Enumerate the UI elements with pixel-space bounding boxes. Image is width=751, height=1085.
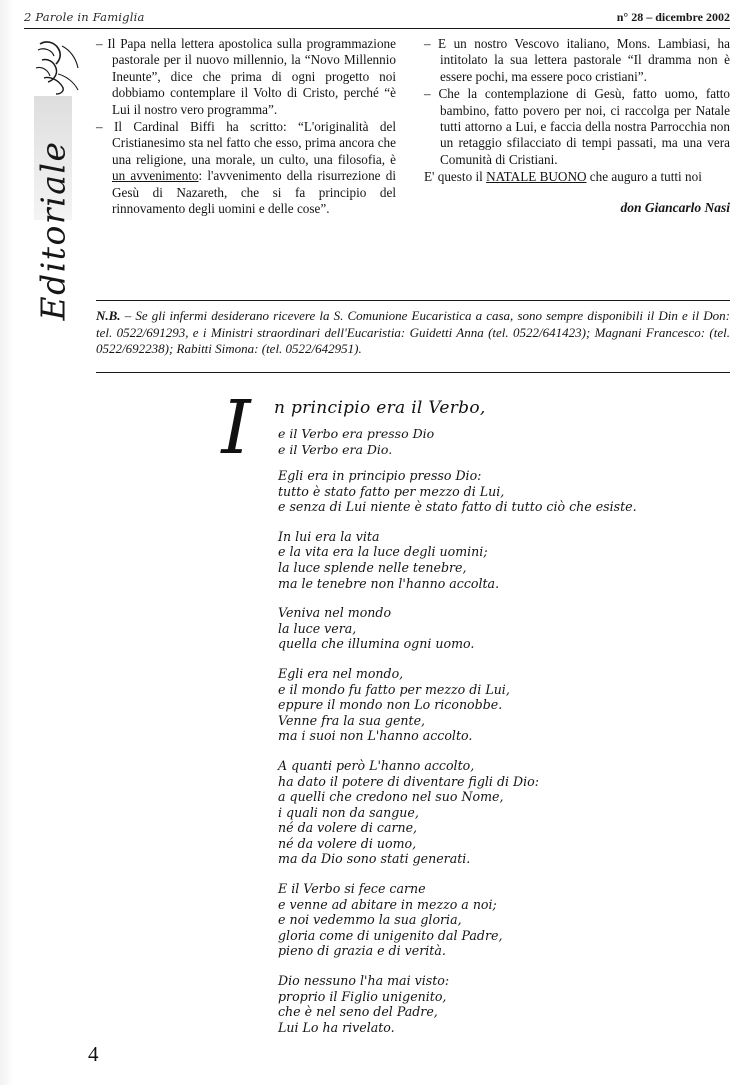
editorial-closing-line: E' questo il NATALE BUONO che auguro a tutti noi	[424, 169, 702, 185]
gospel-line: A quanti però L'hanno accolto,	[278, 757, 475, 773]
gospel-stanza	[196, 758, 616, 867]
gospel-line: proprio il Figlio unigenito,	[278, 988, 447, 1004]
gospel-line: la luce splende nelle tenebre,	[278, 559, 467, 575]
gospel-line: pieno di grazia e di verità.	[278, 943, 446, 959]
editorial-paragraph: – Che la contemplazione di Gesù, fatto uomo, fatto bambino, fatto povero per noi, ci raccolga per Natale tutti attorno a Lui, e faccia della nostra Parrocchia non un retaggio sfilacciato di tempi passati, ma una vera Comunità di Cristiani.	[424, 86, 730, 167]
nota-bene-top-rule	[96, 300, 730, 301]
gospel-line: tutto è stato fatto per mezzo di Lui,	[278, 483, 505, 499]
editorial-masthead	[22, 34, 86, 374]
gospel-line: Veniva nel mondo	[278, 605, 392, 621]
editorial-paragraph: – Il Cardinal Biffi ha scritto: “L'originalità del Cristianesimo sta nel fatto che esso, prima ancora che una religione, una morale, un culto, una filosofia, è un avvenimento: l'avvenimento della risurrezione di Gesù di Nazareth, che si fa principio del rinnovamento degli uomini e delle cose”.	[96, 119, 396, 217]
gospel-line: né da volere di uomo,	[278, 835, 417, 851]
gospel-line: e la vita era la luce degli uomini;	[278, 544, 488, 560]
header-publication-title: 2 Parole in Famiglia	[24, 10, 145, 24]
gospel-stanza	[196, 529, 616, 591]
gospel-line: Dio nessuno l'ha mai visto:	[278, 973, 450, 989]
gospel-line: e noi vedemmo la sua gloria,	[278, 912, 462, 928]
gospel-stanza	[196, 881, 616, 959]
header-issue-date: n° 28 – dicembre 2002	[616, 10, 730, 24]
page-header	[24, 10, 730, 30]
nota-bene-text: N.B. – Se gli infermi desiderano ricevere la S. Comunione Eucaristica a casa, sono sempre disponibili il Din e il Don: tel. 0522/691293, e i Ministri straordinari dell'Eucaristia: Guidetti Anna (tel. 0522/641423); Magnani Francesco: (tel. 0522/692238); Rabitti Simona: (tel. 0522/642951).	[96, 308, 730, 356]
gospel-heading	[196, 385, 616, 471]
gospel-line: che è nel seno del Padre,	[278, 1004, 438, 1020]
editorial-vertical-title: Editoriale	[33, 140, 73, 321]
gospel-stanza	[196, 666, 616, 744]
gospel-line: gloria come di unigenito dal Padre,	[278, 927, 503, 943]
gospel-subtitle-lines	[278, 426, 434, 457]
header-divider	[24, 28, 730, 29]
gospel-line: a quelli che credono nel suo Nome,	[278, 789, 504, 805]
gospel-line: E il Verbo si fece carne	[278, 881, 426, 897]
gospel-stanza	[196, 605, 616, 652]
gospel-line: né da volere di carne,	[278, 820, 418, 836]
gospel-stanza	[196, 973, 616, 1035]
editorial-column-left	[96, 36, 396, 218]
nota-bene-bottom-rule	[96, 372, 730, 373]
gospel-line: ma i suoi non L'hanno accolto.	[278, 728, 473, 744]
gospel-line: e venne ad abitare in mezzo a noi;	[278, 896, 497, 912]
gospel-line: Lui Lo ha rivelato.	[278, 1019, 395, 1035]
gospel-line: i quali non da sangue,	[278, 804, 419, 820]
gospel-line: Egli era in principio presso Dio:	[278, 468, 482, 483]
gospel-line: e il mondo fu fatto per mezzo di Lui,	[278, 681, 510, 697]
gospel-line: e il Verbo era presso Dio	[278, 426, 435, 441]
page-number: 4	[88, 1042, 99, 1066]
gospel-line: ha dato il potere di diventare figli di Dio:	[278, 773, 540, 789]
editorial-paragraph: – E un nostro Vescovo italiano, Mons. Lambiasi, ha intitolato la sua lettera pastorale “Il dramma non è essere pochi, ma essere poco cristiani”.	[424, 36, 730, 84]
gospel-line: Egli era nel mondo,	[278, 665, 404, 681]
editorial-column-right	[424, 36, 730, 230]
gospel-line: e senza di Lui niente è stato fatto di tutto ciò che esiste.	[278, 499, 637, 515]
gospel-line: e il Verbo era Dio.	[278, 441, 393, 457]
gospel-dropcap: I	[221, 385, 251, 471]
gospel-line: quella che illumina ogni uomo.	[278, 636, 475, 652]
gospel-passage	[196, 385, 637, 1049]
gospel-line: eppure il mondo non Lo riconobbe.	[278, 697, 503, 713]
gospel-title: n principio era il Verbo,	[274, 398, 486, 418]
gospel-line: ma da Dio sono stati generati.	[278, 851, 471, 867]
pen-drawing-icon	[32, 38, 84, 96]
scan-edge-shadow	[0, 0, 14, 1085]
editorial-signature: don Giancarlo Nasi	[620, 199, 730, 215]
gospel-stanza	[196, 468, 637, 515]
gospel-line: ma le tenebre non l'hanno accolta.	[278, 575, 500, 591]
gospel-line: In lui era la vita	[278, 528, 380, 544]
gospel-line: la luce vera,	[278, 620, 357, 636]
editorial-paragraph: – Il Papa nella lettera apostolica sulla programmazione pastorale per il nuovo millennio, la “Novo Millennio Ineunte”, dice che prima di ogni progetto noi dobbiamo contemplare il Volto di Cristo, perché “è Lui il nostro vero programma”.	[96, 36, 396, 117]
gospel-line: Venne fra la sua gente,	[278, 712, 426, 728]
